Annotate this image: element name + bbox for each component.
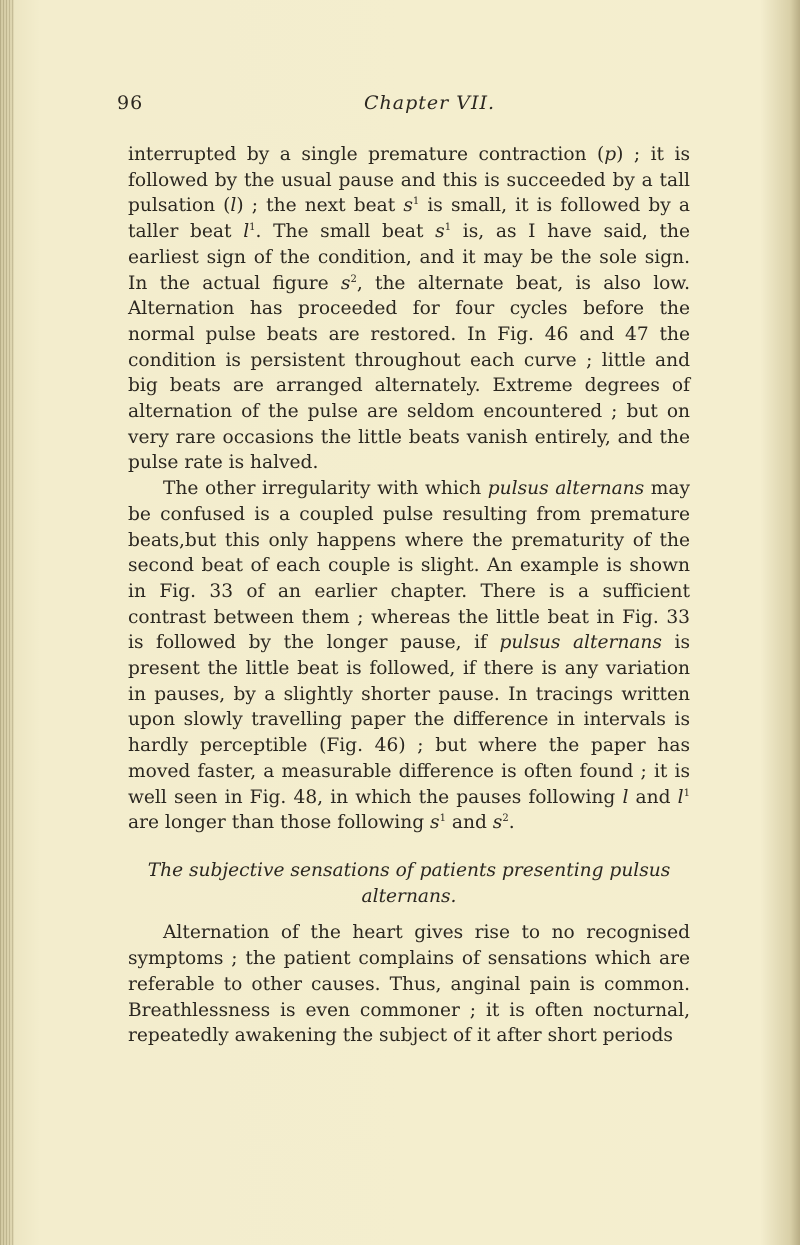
italic-run: l [677,786,684,808]
italic-run: l [243,221,250,243]
paragraph-3 [128,920,690,1049]
superscript: 1 [412,196,420,208]
text-run: interrupted by a single premature contraction ( [128,144,605,165]
running-header [0,92,800,120]
page-number: 96 [117,92,144,114]
italic-run: s [403,195,413,217]
superscript: 2 [502,813,509,825]
body-text [128,142,690,1049]
book-gutter [0,0,14,1245]
text-run: is, as I have said, the earliest sign of the condition, and it may be the sole sign. In the actual figure [128,221,690,294]
text-run: is present the little beat is followed, if there is any variation in pauses, by a slightly shorter pause. In tracings written upon slowly travelling paper the difference in intervals is hardly perceptible (Fig. 46) ; but where the paper has moved faster, a measurable difference is often found ; it is well seen in Fig. 48, in which the pauses following [128,632,690,808]
text-run: Alternation of the heart gives rise to no recognised symptoms ; the patient complains of sensations which are referable to other causes. Thus, anginal pain is common. Breathlessness is even commoner ; it is often nocturnal, repeatedly awakening the subject of it after short periods [128,922,690,1047]
text-run: and [445,812,493,834]
section-heading: The subjective sensations of patients presenting pulsus alternans. [147,859,671,907]
italic-run: s [430,812,440,834]
superscript: 1 [683,787,690,799]
italic-run: s [492,812,503,834]
superscript: 1 [444,221,452,233]
italic-run: l [622,786,629,808]
text-run: is small, it is followed by a taller beat [128,195,690,243]
text-run: . [508,812,515,834]
italic-run: l [230,195,237,217]
text-run: , the alternate beat, is also low. Alternation has proceeded for four cycles before the normal pulse beats are restored. In Fig. 46 and 47 the condition is persistent throughout each curve ; little and big beats are arranged alternately. Extreme degrees of alternation of the pulse are seldom encountered ; but on very rare occasions the little beats vanish entirely, and the pulse rate is halved. [128,272,690,474]
italic-run: s [435,221,445,243]
text-run: ) ; the next beat [236,195,404,217]
italic-run: pulsus alternans [499,632,662,654]
italic-run: p [604,144,617,165]
text-run: may be confused is a coupled pulse resulting from premature beats,but this only happens where the prematurity of the second beat of each couple is slight. An example is shown in Fig. 33 of an earlier chapter. There is a sufficient contrast between them ; whereas the little beat in Fig. 33 is followed by the longer pause, if [128,478,690,654]
superscript: 1 [439,813,446,825]
italic-run: s [340,272,351,294]
chapter-title: Chapter VII. [364,92,496,114]
paragraph-1 [128,142,690,476]
text-run: The other irregularity with which [163,478,488,500]
superscript: 1 [249,221,256,233]
text-run: and [628,786,678,808]
text-run: . The small beat [255,221,436,243]
text-run: are longer than those following [128,812,431,834]
italic-run: pulsus alternans [487,478,645,500]
text-run: ) ; it is followed by the usual pause and this is succeeded by a tall pulsation ( [128,144,690,217]
paragraph-2 [128,476,690,836]
superscript: 2 [350,273,357,285]
